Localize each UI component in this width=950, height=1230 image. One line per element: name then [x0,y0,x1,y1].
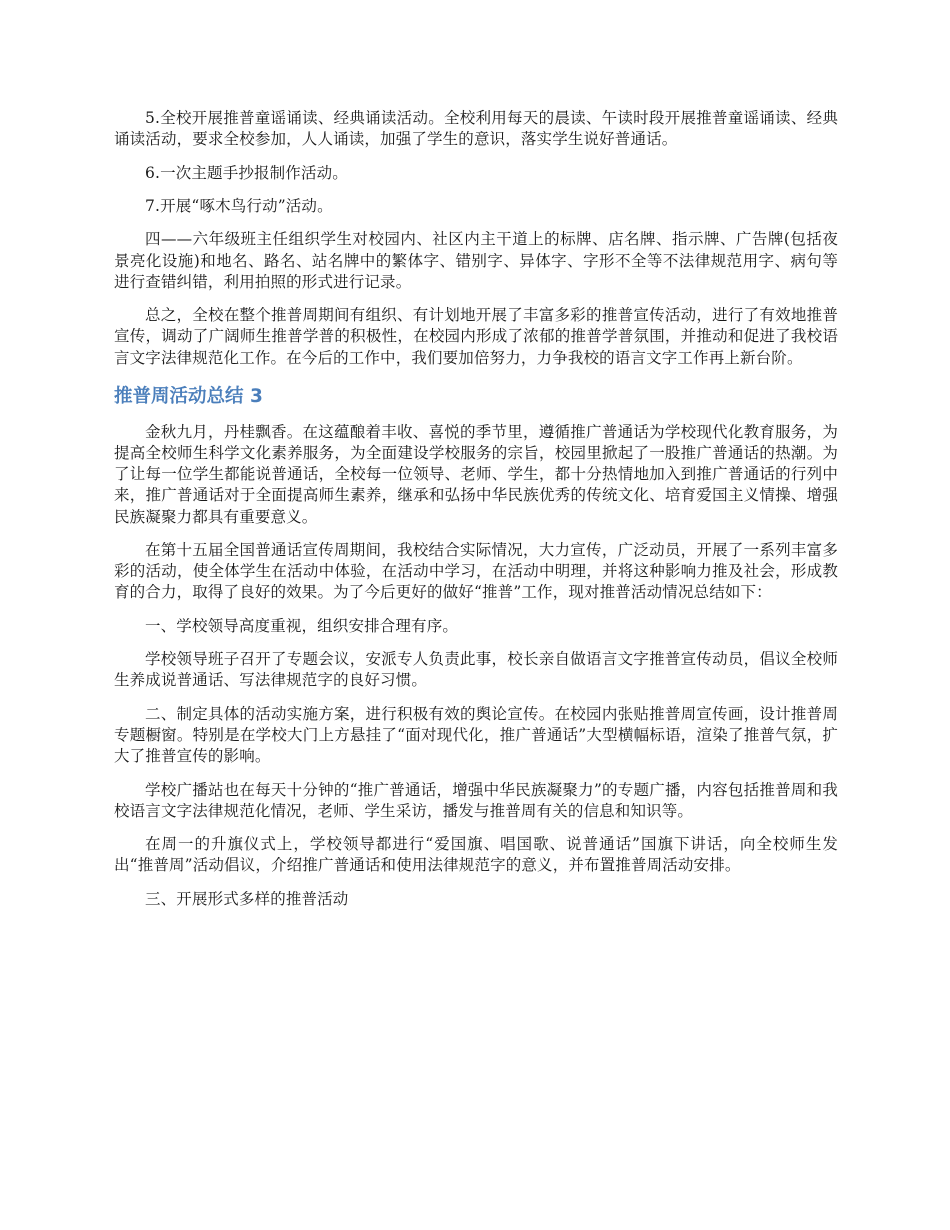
document-body [114,108,838,922]
paragraph-flag-ceremony: 在周一的升旗仪式上，学校领导都进行“爱国旗、唱国歌、说普通话”国旗下讲话，向全校师生发出“推普周”活动倡议，介绍推广普通话和使用法律规范字的意义，并布置推普周活动安排。 [114,835,838,875]
paragraph-conclusion: 总之，全校在整个推普周期间有组织、有计划地开展了丰富多彩的推普宣传活动，进行了有效地推普宣传，调动了广阔师生推普学普的积极性，在校园内形成了浓郁的推普学普氛围，并推动和促进了我校语言文字法律规范化工作。在今后的工作中，我们要加倍努力，力争我校的语言文字工作再上新台阶。 [114,306,838,367]
paragraph-item-6: 6.一次主题手抄报制作活动。 [145,163,348,182]
paragraph-item-5: 5.全校开展推普童谣诵读、经典诵读活动。全校利用每天的晨读、午读时段开展推普童谣诵读、经典诵读活动，要求全校参加，人人诵读，加强了学生的意识，落实学生说好普通话。 [114,109,838,149]
paragraph-broadcast: 学校广播站也在每天十分钟的“推广普通话，增强中华民族凝聚力”的专题广播，内容包括推普周和我校语言文字法律规范化情况，老师、学生采访，播发与推普周有关的信息和知识等。 [114,780,838,820]
paragraph-point-3: 三、开展形式多样的推普活动 [145,889,349,908]
paragraph-background: 在第十五届全国普通话宣传周期间，我校结合实际情况，大力宣传，广泛动员，开展了一系列丰富多彩的活动，使全体学生在活动中体验，在活动中学习，在活动中明理，并将这种影响力推及社会，形成教育的合力，取得了良好的效果。为了今后更好的做好“推普”工作，现对推普活动情况总结如下： [114,540,838,602]
section-heading: 推普周活动总结 3 [114,385,263,407]
paragraph-grade-4-6: 四——六年级班主任组织学生对校园内、社区内主干道上的标牌、店名牌、指示牌、广告牌(包括夜景亮化设施)和地名、路名、站名牌中的繁体字、错别字、异体字、字形不全等不法律规范用字、病句等进行查错纠错，利用拍照的形式进行记录。 [114,230,838,291]
paragraph-leadership: 学校领导班子召开了专题会议，安派专人负责此事，校长亲自做语言文字推普宣传动员，倡议全校师生养成说普通话、写法律规范字的良好习惯。 [114,650,838,690]
paragraph-intro: 金秋九月，丹桂飘香。在这蕴酿着丰收、喜悦的季节里，遵循推广普通话为学校现代化教育服务，为提高全校师生科学文化素养服务，为全面建设学校服务的宗旨，校园里掀起了一股推广普通话的热潮。为了让每一位学生都能说普通话，全校每一位领导、老师、学生，都十分热情地加入到推广普通话的行列中来，推广普通话对于全面提高师生素养，继承和弘扬中华民族优秀的传统文化、培育爱国主义情操、增强民族凝聚力都具有重要意义。 [114,422,838,526]
paragraph-point-2: 二、制定具体的活动实施方案，进行积极有效的舆论宣传。在校园内张贴推普周宣传画，设计推普周专题橱窗。特别是在学校大门上方悬挂了“面对现代化，推广普通话”大型横幅标语，渲染了推普气氛，扩大了推普宣传的影响。 [114,704,838,766]
paragraph-point-1: 一、学校领导高度重视，组织安排合理有序。 [145,616,459,635]
paragraph-item-7: 7.开展“啄木鸟行动”活动。 [145,196,333,215]
